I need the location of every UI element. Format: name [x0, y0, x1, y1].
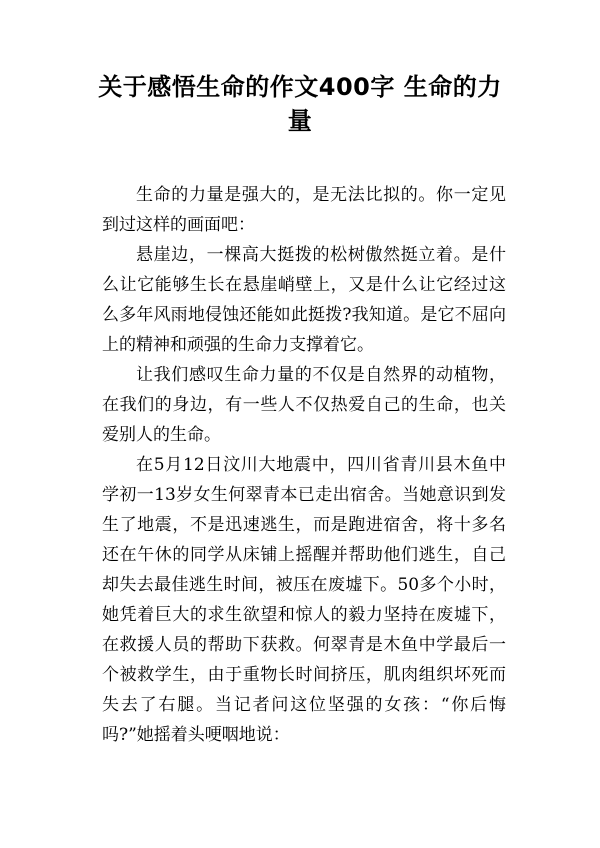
document-title: 关于感悟生命的作文400字 生命的力量: [98, 73, 502, 135]
paragraph: 生命的力量是强大的，是无法比拟的。你一定见到过这样的画面吧：: [102, 185, 506, 235]
paragraph: 让我们感叹生命力量的不仅是自然界的动植物，在我们的身边，有一些人不仅热爱自己的生命，也关爱别人的生命。: [102, 365, 506, 445]
paragraph: 悬崖边，一棵高大挺拨的松树傲然挺立着。是什么让它能够生长在悬崖峭壁上，又是什么让它经过这么多年风雨地侵蚀还能如此挺拨?我知道。是它不屈向上的精神和顽强的生命力支撑着它。: [102, 245, 506, 355]
paragraph: 在5月12日汶川大地震中，四川省青川县木鱼中学初一13岁女生何翠青本已走出宿舍。当她意识到发生了地震，不是迅速逃生，而是跑进宿舍，将十多名还在午休的同学从床铺上摇醒并帮助他们逃生，自己却失去最佳逃生时间，被压在废墟下。50多个小时，她凭着巨大的求生欲望和惊人的毅力坚持在废墟下，在救援人员的帮助下获救。何翠青是木鱼中学最后一个被救学生，由于重物长时间挤压，肌肉组织坏死而失去了右腿。当记者问这位坚强的女孩：“你后悔吗?”她摇着头哽咽地说：: [102, 455, 506, 745]
document-body: [102, 180, 506, 750]
